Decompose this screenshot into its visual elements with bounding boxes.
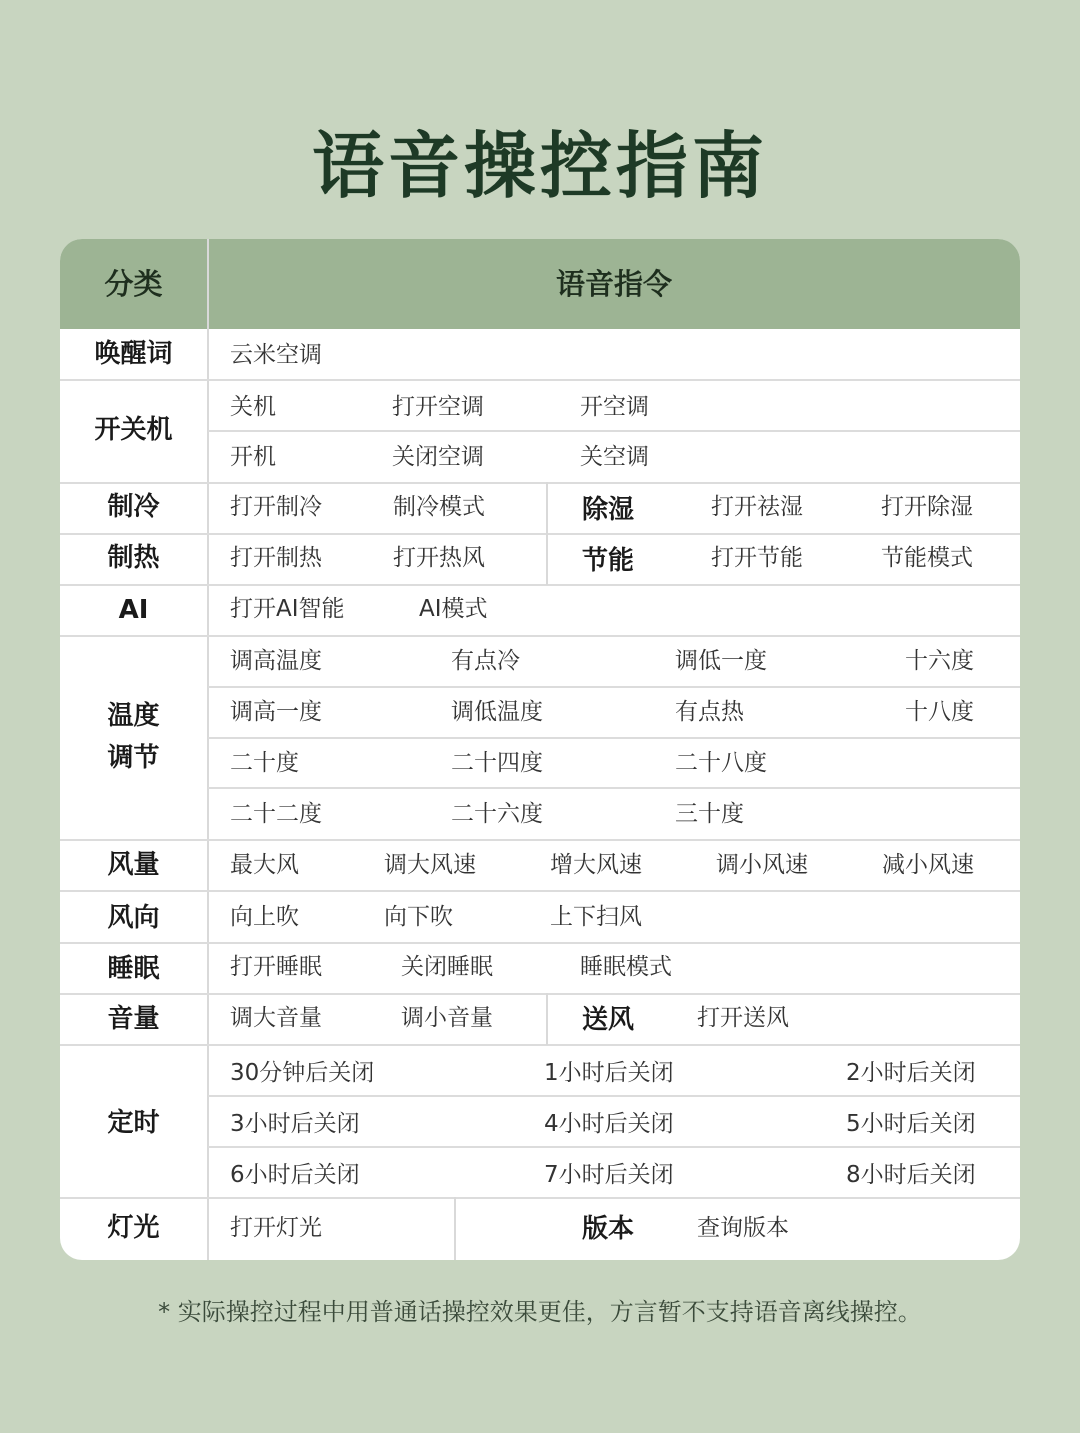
command: 云米空调 xyxy=(230,342,322,368)
command: 二十度 xyxy=(230,750,299,776)
row-divider xyxy=(208,787,1020,789)
row-divider xyxy=(60,1044,1020,1046)
command: 节能模式 xyxy=(881,545,973,571)
command: 打开制冷 xyxy=(230,494,322,520)
category-dehumidify: 除湿 xyxy=(582,495,635,525)
category-timer: 定时 xyxy=(107,1108,160,1138)
category-power: 开关机 xyxy=(94,415,173,445)
category-fan-only: 送风 xyxy=(582,1005,635,1035)
row-divider xyxy=(208,1095,1020,1097)
command: 30分钟后关闭 xyxy=(230,1060,375,1086)
command: 十六度 xyxy=(905,648,974,674)
command: 关闭空调 xyxy=(392,444,484,470)
category-energy-saving: 节能 xyxy=(582,546,635,576)
command: 调小音量 xyxy=(401,1005,493,1031)
command: 关闭睡眠 xyxy=(401,954,493,980)
page-title: 语音操控指南 xyxy=(311,124,768,208)
command: 打开睡眠 xyxy=(230,954,322,980)
command: 5小时后关闭 xyxy=(846,1111,976,1137)
header-category: 分类 xyxy=(104,267,163,301)
command: 向下吹 xyxy=(384,904,453,930)
command: 向上吹 xyxy=(230,904,299,930)
command: 打开灯光 xyxy=(230,1215,322,1241)
command: 关空调 xyxy=(580,444,649,470)
row-divider xyxy=(208,430,1020,432)
command: 二十四度 xyxy=(451,750,543,776)
command: 打开节能 xyxy=(711,545,803,571)
header-commands: 语音指令 xyxy=(555,267,672,301)
command: 最大风 xyxy=(230,852,299,878)
footnote: * 实际操控过程中用普通话操控效果更佳，方言暂不支持语音离线操控。 xyxy=(158,1298,922,1326)
category-version: 版本 xyxy=(582,1214,635,1244)
command: 打开除湿 xyxy=(881,494,973,520)
row-divider xyxy=(60,533,1020,535)
row-divider xyxy=(60,584,1020,586)
command: 打开制热 xyxy=(230,545,322,571)
row-divider xyxy=(60,942,1020,944)
command: 2小时后关闭 xyxy=(846,1060,976,1086)
sub-column-divider xyxy=(546,993,548,1045)
command: 有点冷 xyxy=(451,648,520,674)
command: 调低一度 xyxy=(675,648,767,674)
command: 睡眠模式 xyxy=(580,954,672,980)
command: 8小时后关闭 xyxy=(846,1162,976,1188)
sub-column-divider xyxy=(546,482,548,585)
command: 调低温度 xyxy=(451,699,543,725)
table-header xyxy=(60,239,1020,329)
row-divider xyxy=(208,1146,1020,1148)
command: 有点热 xyxy=(675,699,744,725)
row-divider xyxy=(60,635,1020,637)
category-wake-word: 唤醒词 xyxy=(94,339,173,369)
command: 增大风速 xyxy=(550,852,642,878)
category-volume: 音量 xyxy=(107,1004,160,1034)
row-divider xyxy=(60,379,1020,381)
command: 打开AI智能 xyxy=(230,596,345,622)
category-ai: AI xyxy=(118,595,149,625)
command: 开机 xyxy=(230,444,276,470)
command: 调大音量 xyxy=(230,1005,322,1031)
row-divider xyxy=(60,1197,1020,1199)
command: 6小时后关闭 xyxy=(230,1162,360,1188)
command: 打开热风 xyxy=(393,545,485,571)
row-divider xyxy=(60,482,1020,484)
command: 3小时后关闭 xyxy=(230,1111,360,1137)
command: 调小风速 xyxy=(716,852,808,878)
command: 关机 xyxy=(230,394,276,420)
sub-column-divider xyxy=(454,1197,456,1260)
category-heating: 制热 xyxy=(107,543,160,573)
category-fan-speed: 风量 xyxy=(107,850,160,880)
command: 查询版本 xyxy=(697,1215,789,1241)
command: 调高一度 xyxy=(230,699,322,725)
category-temperature-line2: 调节 xyxy=(107,743,160,773)
command: 三十度 xyxy=(675,801,744,827)
command: 1小时后关闭 xyxy=(544,1060,674,1086)
row-divider xyxy=(208,737,1020,739)
category-cooling: 制冷 xyxy=(107,492,160,522)
category-fan-direction: 风向 xyxy=(107,903,160,933)
row-divider xyxy=(60,993,1020,995)
command: 7小时后关闭 xyxy=(544,1162,674,1188)
row-divider xyxy=(60,839,1020,841)
command: 调大风速 xyxy=(384,852,476,878)
column-divider xyxy=(207,239,209,1260)
command: 二十八度 xyxy=(675,750,767,776)
command: 打开祛湿 xyxy=(711,494,803,520)
voice-command-table xyxy=(60,239,1020,1260)
row-divider xyxy=(60,890,1020,892)
category-sleep: 睡眠 xyxy=(107,954,160,984)
category-temperature-line1: 温度 xyxy=(107,701,160,731)
command: 4小时后关闭 xyxy=(544,1111,674,1137)
command: 打开送风 xyxy=(697,1005,789,1031)
command: 打开空调 xyxy=(392,394,484,420)
command: 上下扫风 xyxy=(550,904,642,930)
command: 十八度 xyxy=(905,699,974,725)
command: 开空调 xyxy=(580,394,649,420)
command: 二十二度 xyxy=(230,801,322,827)
category-light: 灯光 xyxy=(107,1213,160,1243)
command: 制冷模式 xyxy=(393,494,485,520)
command: 调高温度 xyxy=(230,648,322,674)
command: AI模式 xyxy=(419,596,488,622)
row-divider xyxy=(208,686,1020,688)
command: 减小风速 xyxy=(882,852,974,878)
command: 二十六度 xyxy=(451,801,543,827)
